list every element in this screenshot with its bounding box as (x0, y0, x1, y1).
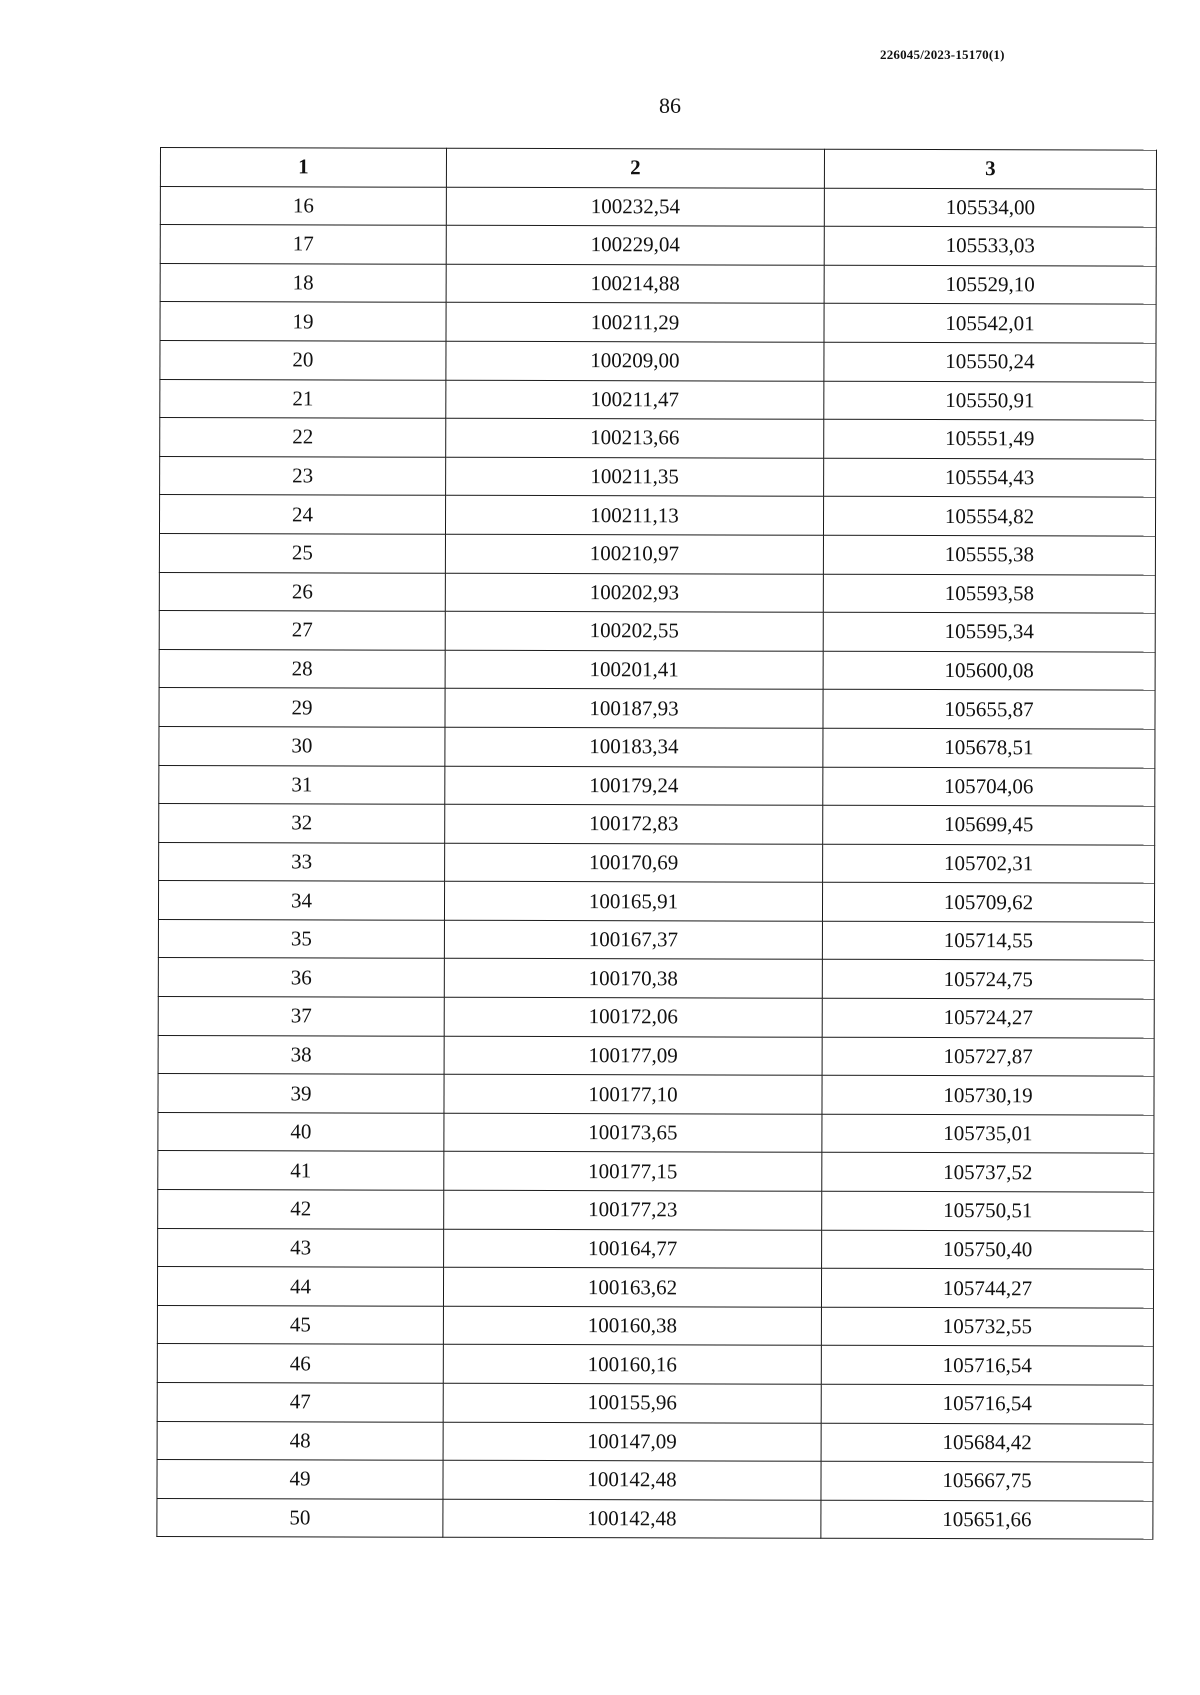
coordinate-x-cell: 100170,69 (445, 843, 823, 883)
point-number-cell: 17 (160, 225, 446, 264)
coordinate-x-cell: 100209,00 (446, 341, 824, 381)
coordinate-y-cell: 105655,87 (823, 690, 1155, 729)
coordinate-x-cell: 100202,55 (445, 611, 823, 651)
coordinate-x-cell: 100172,06 (444, 997, 822, 1037)
point-number-cell: 20 (160, 340, 446, 379)
coordinate-x-cell: 100165,91 (444, 882, 822, 922)
coordinate-x-cell: 100160,38 (443, 1306, 821, 1346)
table-row (160, 302, 1156, 343)
point-number-cell: 47 (157, 1382, 443, 1421)
point-number-cell: 26 (159, 572, 445, 611)
coordinate-y-cell: 105744,27 (821, 1268, 1153, 1307)
coordinate-x-cell: 100187,93 (445, 689, 823, 729)
coordinate-x-cell: 100179,24 (445, 766, 823, 806)
coordinate-y-cell: 105704,06 (823, 767, 1155, 806)
coordinate-y-cell: 105750,40 (822, 1230, 1154, 1269)
point-number-cell: 29 (159, 688, 445, 727)
coordinate-y-cell: 105595,34 (823, 612, 1155, 651)
table-body (157, 186, 1157, 1539)
table-row (159, 688, 1155, 729)
table-row (157, 1305, 1153, 1346)
coordinate-y-cell: 105555,38 (823, 535, 1155, 574)
coordinate-x-cell: 100211,47 (446, 380, 824, 420)
coordinate-y-cell: 105702,31 (823, 844, 1155, 883)
coordinate-y-cell: 105593,58 (823, 574, 1155, 613)
table-row (159, 726, 1155, 767)
table-row (157, 1421, 1153, 1462)
point-number-cell: 42 (158, 1190, 444, 1229)
coordinate-y-cell: 105727,87 (822, 1037, 1154, 1076)
coordinate-x-cell: 100177,15 (444, 1152, 822, 1192)
table-row (158, 1035, 1154, 1076)
coordinate-x-cell: 100211,13 (445, 496, 823, 536)
coordinate-y-cell: 105554,82 (823, 497, 1155, 536)
table-row (159, 765, 1155, 806)
table-row (158, 1074, 1154, 1115)
coordinate-y-cell: 105716,54 (821, 1346, 1153, 1385)
table-row (157, 1382, 1153, 1423)
table-row (158, 919, 1154, 960)
point-number-cell: 40 (158, 1112, 444, 1151)
coordinate-x-cell: 100210,97 (445, 534, 823, 574)
point-number-cell: 22 (160, 418, 446, 457)
column-header-1: 1 (160, 148, 446, 187)
coordinate-y-cell: 105716,54 (821, 1384, 1153, 1423)
table-row (159, 572, 1155, 613)
column-header-2: 2 (446, 148, 824, 188)
point-number-cell: 30 (159, 726, 445, 765)
table-row (159, 495, 1155, 536)
table-row (160, 263, 1156, 304)
table-row (160, 418, 1156, 459)
coordinate-y-cell: 105730,19 (822, 1075, 1154, 1114)
point-number-cell: 48 (157, 1421, 443, 1460)
table-row (160, 186, 1156, 227)
point-number-cell: 43 (158, 1228, 444, 1267)
table-row (159, 649, 1155, 690)
coordinate-y-cell: 105554,43 (824, 458, 1156, 497)
point-number-cell: 32 (159, 804, 445, 843)
coordinate-y-cell: 105529,10 (824, 265, 1156, 304)
table-row (159, 533, 1155, 574)
coordinate-x-cell: 100173,65 (444, 1113, 822, 1153)
point-number-cell: 39 (158, 1074, 444, 1113)
point-number-cell: 45 (157, 1305, 443, 1344)
header-row (160, 148, 1156, 189)
coordinate-x-cell: 100172,83 (445, 804, 823, 844)
coordinate-x-cell: 100214,88 (446, 264, 824, 304)
table-row (157, 1344, 1153, 1385)
coordinate-y-cell: 105732,55 (821, 1307, 1153, 1346)
coordinate-x-cell: 100155,96 (443, 1383, 821, 1423)
coordinates-table (156, 147, 1157, 1540)
coordinate-x-cell: 100177,09 (444, 1036, 822, 1076)
coordinate-x-cell: 100201,41 (445, 650, 823, 690)
coordinate-y-cell: 105684,42 (821, 1423, 1153, 1462)
point-number-cell: 50 (157, 1498, 443, 1537)
table-row (160, 225, 1156, 266)
point-number-cell: 37 (158, 997, 444, 1036)
point-number-cell: 27 (159, 611, 445, 650)
coordinate-x-cell: 100160,16 (443, 1345, 821, 1385)
column-header-3: 3 (824, 149, 1156, 188)
coordinate-y-cell: 105737,52 (822, 1153, 1154, 1192)
coordinate-y-cell: 105724,27 (822, 998, 1154, 1037)
coordinate-y-cell: 105600,08 (823, 651, 1155, 690)
coordinate-x-cell: 100147,09 (443, 1422, 821, 1462)
coordinate-y-cell: 105709,62 (822, 883, 1154, 922)
table-row (160, 379, 1156, 420)
table-row (160, 456, 1156, 497)
coordinate-x-cell: 100164,77 (444, 1229, 822, 1269)
coordinate-y-cell: 105750,51 (822, 1191, 1154, 1230)
table-header (160, 148, 1156, 189)
table-row (159, 611, 1155, 652)
point-number-cell: 31 (159, 765, 445, 804)
point-number-cell: 16 (160, 186, 446, 225)
table-row (159, 842, 1155, 883)
coordinate-y-cell: 105550,24 (824, 342, 1156, 381)
coordinate-x-cell: 100213,66 (446, 418, 824, 458)
coordinates-table-container (156, 147, 1156, 1540)
coordinate-y-cell: 105551,49 (824, 419, 1156, 458)
coordinate-x-cell: 100232,54 (446, 187, 824, 227)
coordinate-y-cell: 105651,66 (821, 1500, 1153, 1539)
coordinate-x-cell: 100211,29 (446, 303, 824, 343)
coordinate-x-cell: 100142,48 (443, 1499, 821, 1539)
point-number-cell: 46 (157, 1344, 443, 1383)
point-number-cell: 23 (160, 456, 446, 495)
coordinate-y-cell: 105699,45 (823, 805, 1155, 844)
table-row (158, 997, 1154, 1038)
coordinate-x-cell: 100177,23 (444, 1190, 822, 1230)
table-row (157, 1498, 1153, 1539)
table-row (158, 958, 1154, 999)
table-row (158, 1151, 1154, 1192)
point-number-cell: 19 (160, 302, 446, 341)
coordinate-x-cell: 100229,04 (446, 225, 824, 265)
table-row (157, 1267, 1153, 1308)
table-row (160, 340, 1156, 381)
table-row (159, 804, 1155, 845)
coordinate-y-cell: 105678,51 (823, 728, 1155, 767)
page-number: 86 (659, 93, 681, 118)
coordinate-y-cell: 105714,55 (822, 921, 1154, 960)
point-number-cell: 38 (158, 1035, 444, 1074)
point-number-cell: 34 (158, 881, 444, 920)
point-number-cell: 41 (158, 1151, 444, 1190)
coordinate-y-cell: 105724,75 (822, 960, 1154, 999)
point-number-cell: 49 (157, 1460, 443, 1499)
coordinate-x-cell: 100183,34 (445, 727, 823, 767)
point-number-cell: 25 (159, 533, 445, 572)
table-row (158, 1190, 1154, 1231)
point-number-cell: 44 (157, 1267, 443, 1306)
point-number-cell: 18 (160, 263, 446, 302)
table-row (158, 1112, 1154, 1153)
point-number-cell: 35 (158, 919, 444, 958)
coordinate-y-cell: 105550,91 (824, 381, 1156, 420)
coordinate-x-cell: 100170,38 (444, 959, 822, 999)
document-id: 226045/2023-15170(1) (880, 47, 1005, 62)
table-row (157, 1460, 1153, 1501)
coordinate-x-cell: 100163,62 (443, 1267, 821, 1307)
point-number-cell: 21 (160, 379, 446, 418)
table-row (158, 1228, 1154, 1269)
coordinate-x-cell: 100202,93 (445, 573, 823, 613)
coordinate-x-cell: 100167,37 (444, 920, 822, 960)
coordinate-y-cell: 105533,03 (824, 226, 1156, 265)
coordinate-x-cell: 100211,35 (446, 457, 824, 497)
point-number-cell: 36 (158, 958, 444, 997)
coordinate-y-cell: 105534,00 (824, 188, 1156, 227)
point-number-cell: 24 (159, 495, 445, 534)
coordinate-y-cell: 105667,75 (821, 1461, 1153, 1500)
coordinate-y-cell: 105542,01 (824, 304, 1156, 343)
point-number-cell: 33 (159, 842, 445, 881)
point-number-cell: 28 (159, 649, 445, 688)
coordinate-y-cell: 105735,01 (822, 1114, 1154, 1153)
coordinate-x-cell: 100142,48 (443, 1460, 821, 1500)
table-row (158, 881, 1154, 922)
coordinate-x-cell: 100177,10 (444, 1074, 822, 1114)
